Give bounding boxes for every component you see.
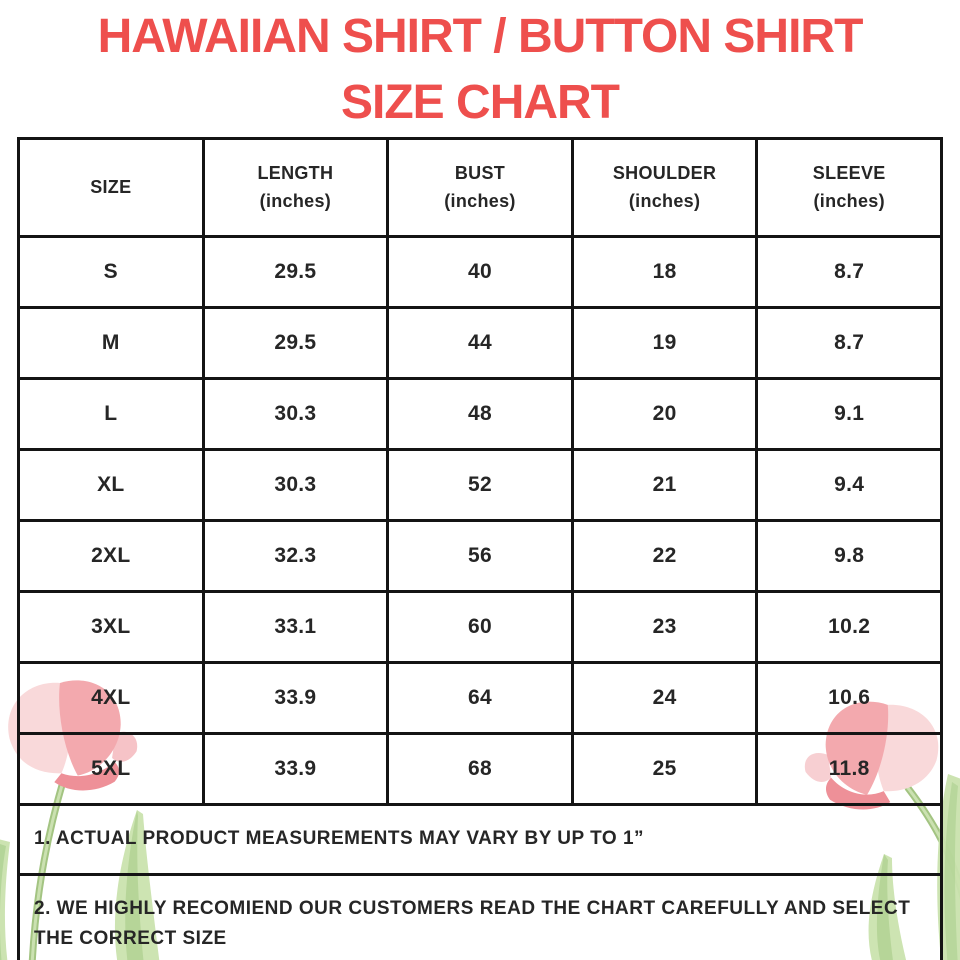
sleeve-cell: 8.7 bbox=[757, 237, 942, 308]
page-title-line2: SIZE CHART bbox=[341, 76, 619, 129]
size-cell: M bbox=[19, 308, 204, 379]
size-cell: L bbox=[19, 379, 204, 450]
length-cell: 33.1 bbox=[203, 592, 388, 663]
bust-cell: 68 bbox=[388, 734, 573, 805]
shoulder-cell: 19 bbox=[572, 308, 757, 379]
shoulder-cell: 23 bbox=[572, 592, 757, 663]
size-cell: 5XL bbox=[19, 734, 204, 805]
bust-cell: 64 bbox=[388, 663, 573, 734]
note-row-1 bbox=[19, 805, 942, 875]
table-row-4xl bbox=[19, 663, 942, 734]
sleeve-cell: 10.2 bbox=[757, 592, 942, 663]
sleeve-cell: 8.7 bbox=[757, 308, 942, 379]
col-header-length bbox=[203, 139, 388, 237]
col-header-label: SLEEVE bbox=[812, 162, 886, 183]
bust-cell: 44 bbox=[388, 308, 573, 379]
length-cell: 30.3 bbox=[203, 450, 388, 521]
sleeve-cell: 10.6 bbox=[757, 663, 942, 734]
bust-cell: 52 bbox=[388, 450, 573, 521]
table-row-5xl bbox=[19, 734, 942, 805]
sleeve-cell: 9.1 bbox=[757, 379, 942, 450]
col-header-label: LENGTH bbox=[257, 162, 334, 183]
col-header-unit: (inches) bbox=[259, 190, 332, 211]
col-header-shoulder bbox=[572, 139, 757, 237]
sleeve-cell: 9.4 bbox=[757, 450, 942, 521]
table-row-s bbox=[19, 237, 942, 308]
sleeve-cell: 9.8 bbox=[757, 521, 942, 592]
size-cell: 2XL bbox=[19, 521, 204, 592]
col-header-bust bbox=[388, 139, 573, 237]
table-row-xl bbox=[19, 450, 942, 521]
shoulder-cell: 22 bbox=[572, 521, 757, 592]
shoulder-cell: 20 bbox=[572, 379, 757, 450]
bust-cell: 60 bbox=[388, 592, 573, 663]
length-cell: 32.3 bbox=[203, 521, 388, 592]
length-cell: 33.9 bbox=[203, 734, 388, 805]
page-title-line1: HAWAIIAN SHIRT / BUTTON SHIRT bbox=[97, 10, 863, 63]
shoulder-cell: 21 bbox=[572, 450, 757, 521]
note-text-1: 1. ACTUAL PRODUCT MEASUREMENTS MAY VARY BY UP TO 1” bbox=[19, 805, 942, 875]
col-header-label: SHOULDER bbox=[612, 162, 717, 183]
shoulder-cell: 24 bbox=[572, 663, 757, 734]
col-header-label: SIZE bbox=[90, 176, 132, 197]
note-text-2: 2. WE HIGHLY RECOMIEND OUR CUSTOMERS READ THE CHART CAREFULLY AND SELECT THE CORRECT SIZE bbox=[19, 875, 942, 960]
shoulder-cell: 18 bbox=[572, 237, 757, 308]
size-cell: S bbox=[19, 237, 204, 308]
table-row-m bbox=[19, 308, 942, 379]
page-title bbox=[0, 0, 960, 136]
table-row-l bbox=[19, 379, 942, 450]
length-cell: 33.9 bbox=[203, 663, 388, 734]
table-row-3xl bbox=[19, 592, 942, 663]
col-header-unit: (inches) bbox=[444, 190, 516, 211]
col-header-size bbox=[19, 139, 204, 237]
length-cell: 30.3 bbox=[203, 379, 388, 450]
length-cell: 29.5 bbox=[203, 308, 388, 379]
size-cell: XL bbox=[19, 450, 204, 521]
bust-cell: 56 bbox=[388, 521, 573, 592]
bust-cell: 48 bbox=[388, 379, 573, 450]
length-cell: 29.5 bbox=[203, 237, 388, 308]
col-header-unit: (inches) bbox=[813, 190, 885, 211]
note-row-2 bbox=[19, 875, 942, 960]
sleeve-cell: 11.8 bbox=[757, 734, 942, 805]
col-header-unit: (inches) bbox=[628, 190, 701, 211]
table-row-2xl bbox=[19, 521, 942, 592]
bust-cell: 40 bbox=[388, 237, 573, 308]
col-header-label: BUST bbox=[454, 162, 506, 183]
shoulder-cell: 25 bbox=[572, 734, 757, 805]
col-header-sleeve bbox=[757, 139, 942, 237]
size-cell: 4XL bbox=[19, 663, 204, 734]
header-row bbox=[19, 139, 942, 237]
size-cell: 3XL bbox=[19, 592, 204, 663]
size-chart-table bbox=[17, 137, 943, 960]
